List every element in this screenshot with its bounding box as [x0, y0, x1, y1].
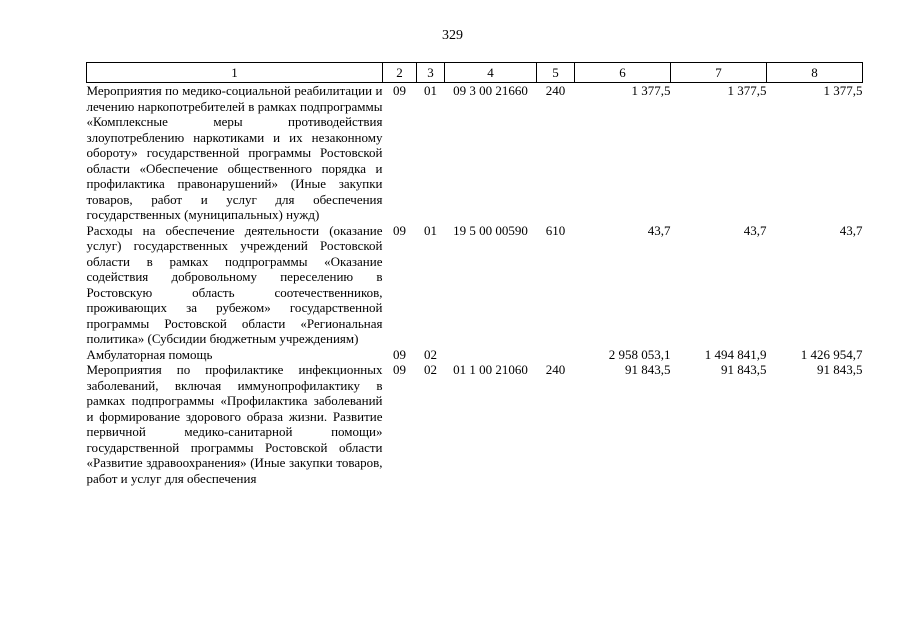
page-number: 329: [442, 28, 463, 43]
column-header-3: 3: [417, 63, 445, 83]
row-expense-type: 240: [545, 362, 566, 377]
table-row: [87, 347, 863, 363]
row-section: 09: [393, 222, 406, 238]
row-target-article: 01 1 00 21060: [453, 362, 528, 377]
row-amount-1: 2 958 053,1: [608, 346, 671, 362]
row-amount-1: 91 843,5: [625, 362, 671, 377]
row-amount-1: 1 377,5: [631, 83, 671, 98]
row-target-article: [445, 347, 537, 363]
row-subsection: 01: [424, 83, 437, 98]
row-amount-2: 43,7: [743, 222, 767, 238]
column-header-1: 1: [87, 63, 383, 83]
row-amount-2: 1 494 841,9: [704, 346, 767, 362]
row-expense-type: 610: [545, 222, 566, 238]
row-subsection: 02: [424, 362, 437, 377]
column-header-2: 2: [383, 63, 417, 83]
row-amount-3: 1 426 954,7: [800, 346, 863, 362]
row-amount-3: 43,7: [839, 222, 863, 238]
row-section: 09: [393, 362, 406, 377]
row-amount-3: 1 377,5: [823, 83, 863, 98]
row-description: Мероприятия по медико-социальной реабилитации и лечению наркопотребителей в рамках подпрограммы «Комплексные меры противодействия злоупотреблению наркотиками и их незаконному обороту» государственной программы Ростовской области «Обеспечение общественного порядка и профилактика правонарушений» (Иные закупки товаров, работ и услуг для обеспечения государственных (муниципальных) нужд): [86, 83, 383, 222]
table-row: [87, 362, 863, 486]
row-description: Мероприятия по профилактике инфекционных заболеваний, включая иммунопрофилактику в рамках подпрограммы «Профилактика заболеваний и формирование здорового образа жизни. Развитие первичной медико-санитарной помощи» государственной программы Ростовской области «Развитие здравоохранения» (Иные закупки товаров, работ и услуг для обеспечения: [86, 362, 383, 486]
row-expense-type: [537, 347, 575, 363]
row-amount-1: 43,7: [647, 222, 671, 238]
table-row: [87, 223, 863, 347]
table-row: [87, 83, 863, 223]
row-subsection: 01: [424, 222, 437, 238]
row-target-article: 19 5 00 00590: [453, 222, 528, 238]
row-subsection: 02: [424, 346, 437, 362]
row-amount-2: 1 377,5: [727, 83, 767, 98]
row-expense-type: 240: [545, 83, 566, 98]
column-header-4: 4: [445, 63, 537, 83]
row-section: 09: [393, 83, 406, 98]
column-header-8: 8: [767, 63, 863, 83]
row-description: Амбулаторная помощь: [86, 346, 213, 362]
row-section: 09: [393, 346, 406, 362]
column-header-7: 7: [671, 63, 767, 83]
row-amount-3: 91 843,5: [817, 362, 863, 377]
column-header-5: 5: [537, 63, 575, 83]
table-header-row: [87, 63, 863, 83]
row-description: Расходы на обеспечение деятельности (оказание услуг) государственных учреждений Ростовской области в рамках подпрограммы «Оказание содействия добровольному переселению в Ростовскую область соотечественников, проживающих за рубежом» государственной программы Ростовской области «Региональная политика» (Субсидии бюджетным учреждениям): [86, 222, 383, 346]
budget-table: [86, 62, 863, 486]
column-header-6: 6: [575, 63, 671, 83]
row-target-article: 09 3 00 21660: [453, 83, 528, 98]
row-amount-2: 91 843,5: [721, 362, 767, 377]
